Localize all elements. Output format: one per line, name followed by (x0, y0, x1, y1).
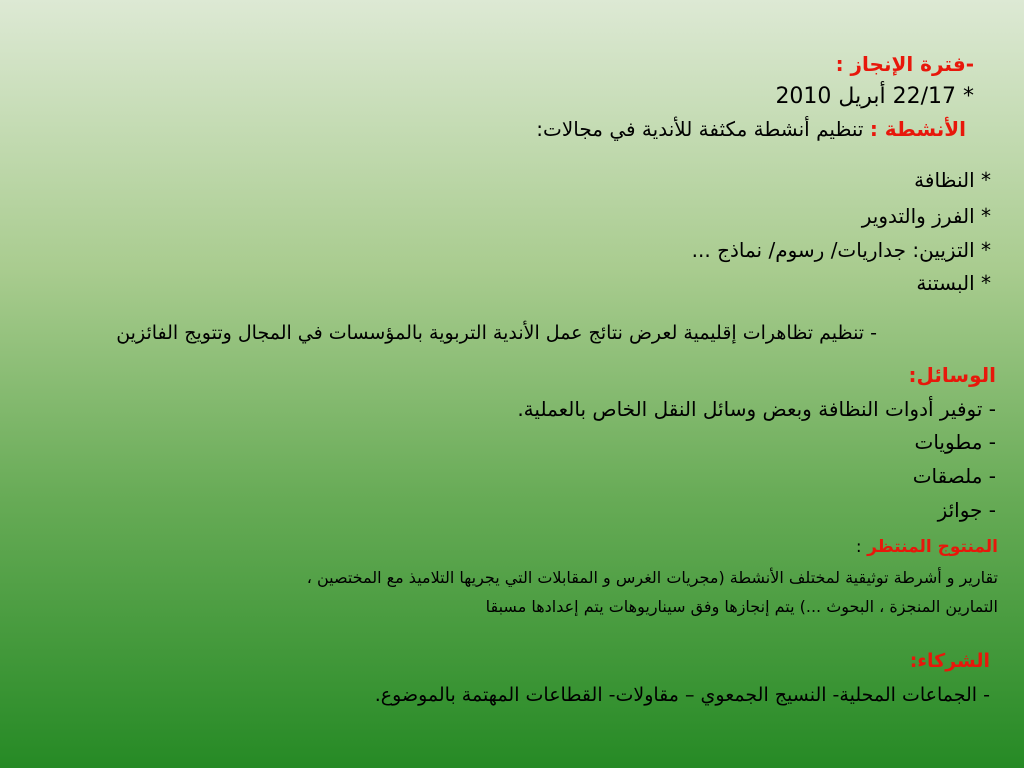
period-title: -فترة الإنجاز : (835, 52, 974, 76)
means-title: الوسائل: (908, 363, 996, 387)
means-item: - جوائز (937, 498, 996, 522)
activities-label: الأنشطة : (869, 117, 966, 141)
activity-item: * التزيين: جداريات/ رسوم/ نماذج ... (691, 238, 991, 262)
activities-text: تنظيم أنشطة مكثفة للأندية في مجالات: (536, 117, 870, 141)
activity-item: * البستنة (916, 271, 991, 295)
product-title: المنتوج المنتظر (867, 537, 998, 557)
partners-text: - الجماعات المحلية- النسيج الجمعوي – مقاولات- القطاعات المهتمة بالموضوع. (374, 684, 990, 706)
means-item: - مطويات (914, 430, 996, 454)
means-item: - ملصقات (912, 464, 996, 488)
product-line-1: تقارير و أشرطة توثيقية لمختلف الأنشطة (مجريات الغرس و المقابلات التي يجريها التلاميذ مع المختصين ، (306, 568, 998, 587)
partners-title: الشركاء: (909, 650, 990, 672)
activity-item: * النظافة (914, 168, 991, 192)
activity-item: * الفرز والتدوير (861, 204, 991, 228)
product-heading (856, 537, 998, 557)
product-colon: : (855, 537, 868, 557)
activities-line (536, 117, 966, 141)
date-line: * 22/17 أبريل 2010 (775, 84, 974, 109)
exhibition-line: - تنظيم تظاهرات إقليمية لعرض نتائج عمل الأندية التربوية بالمؤسسات في المجال وتتويج الفائزين (116, 322, 877, 344)
product-line-2: التمارين المنجزة ، البحوث ...) يتم إنجازها وفق سيناريوهات يتم إعدادها مسبقا (485, 597, 998, 616)
means-item: - توفير أدوات النظافة وبعض وسائل النقل الخاص بالعملية. (517, 397, 996, 421)
